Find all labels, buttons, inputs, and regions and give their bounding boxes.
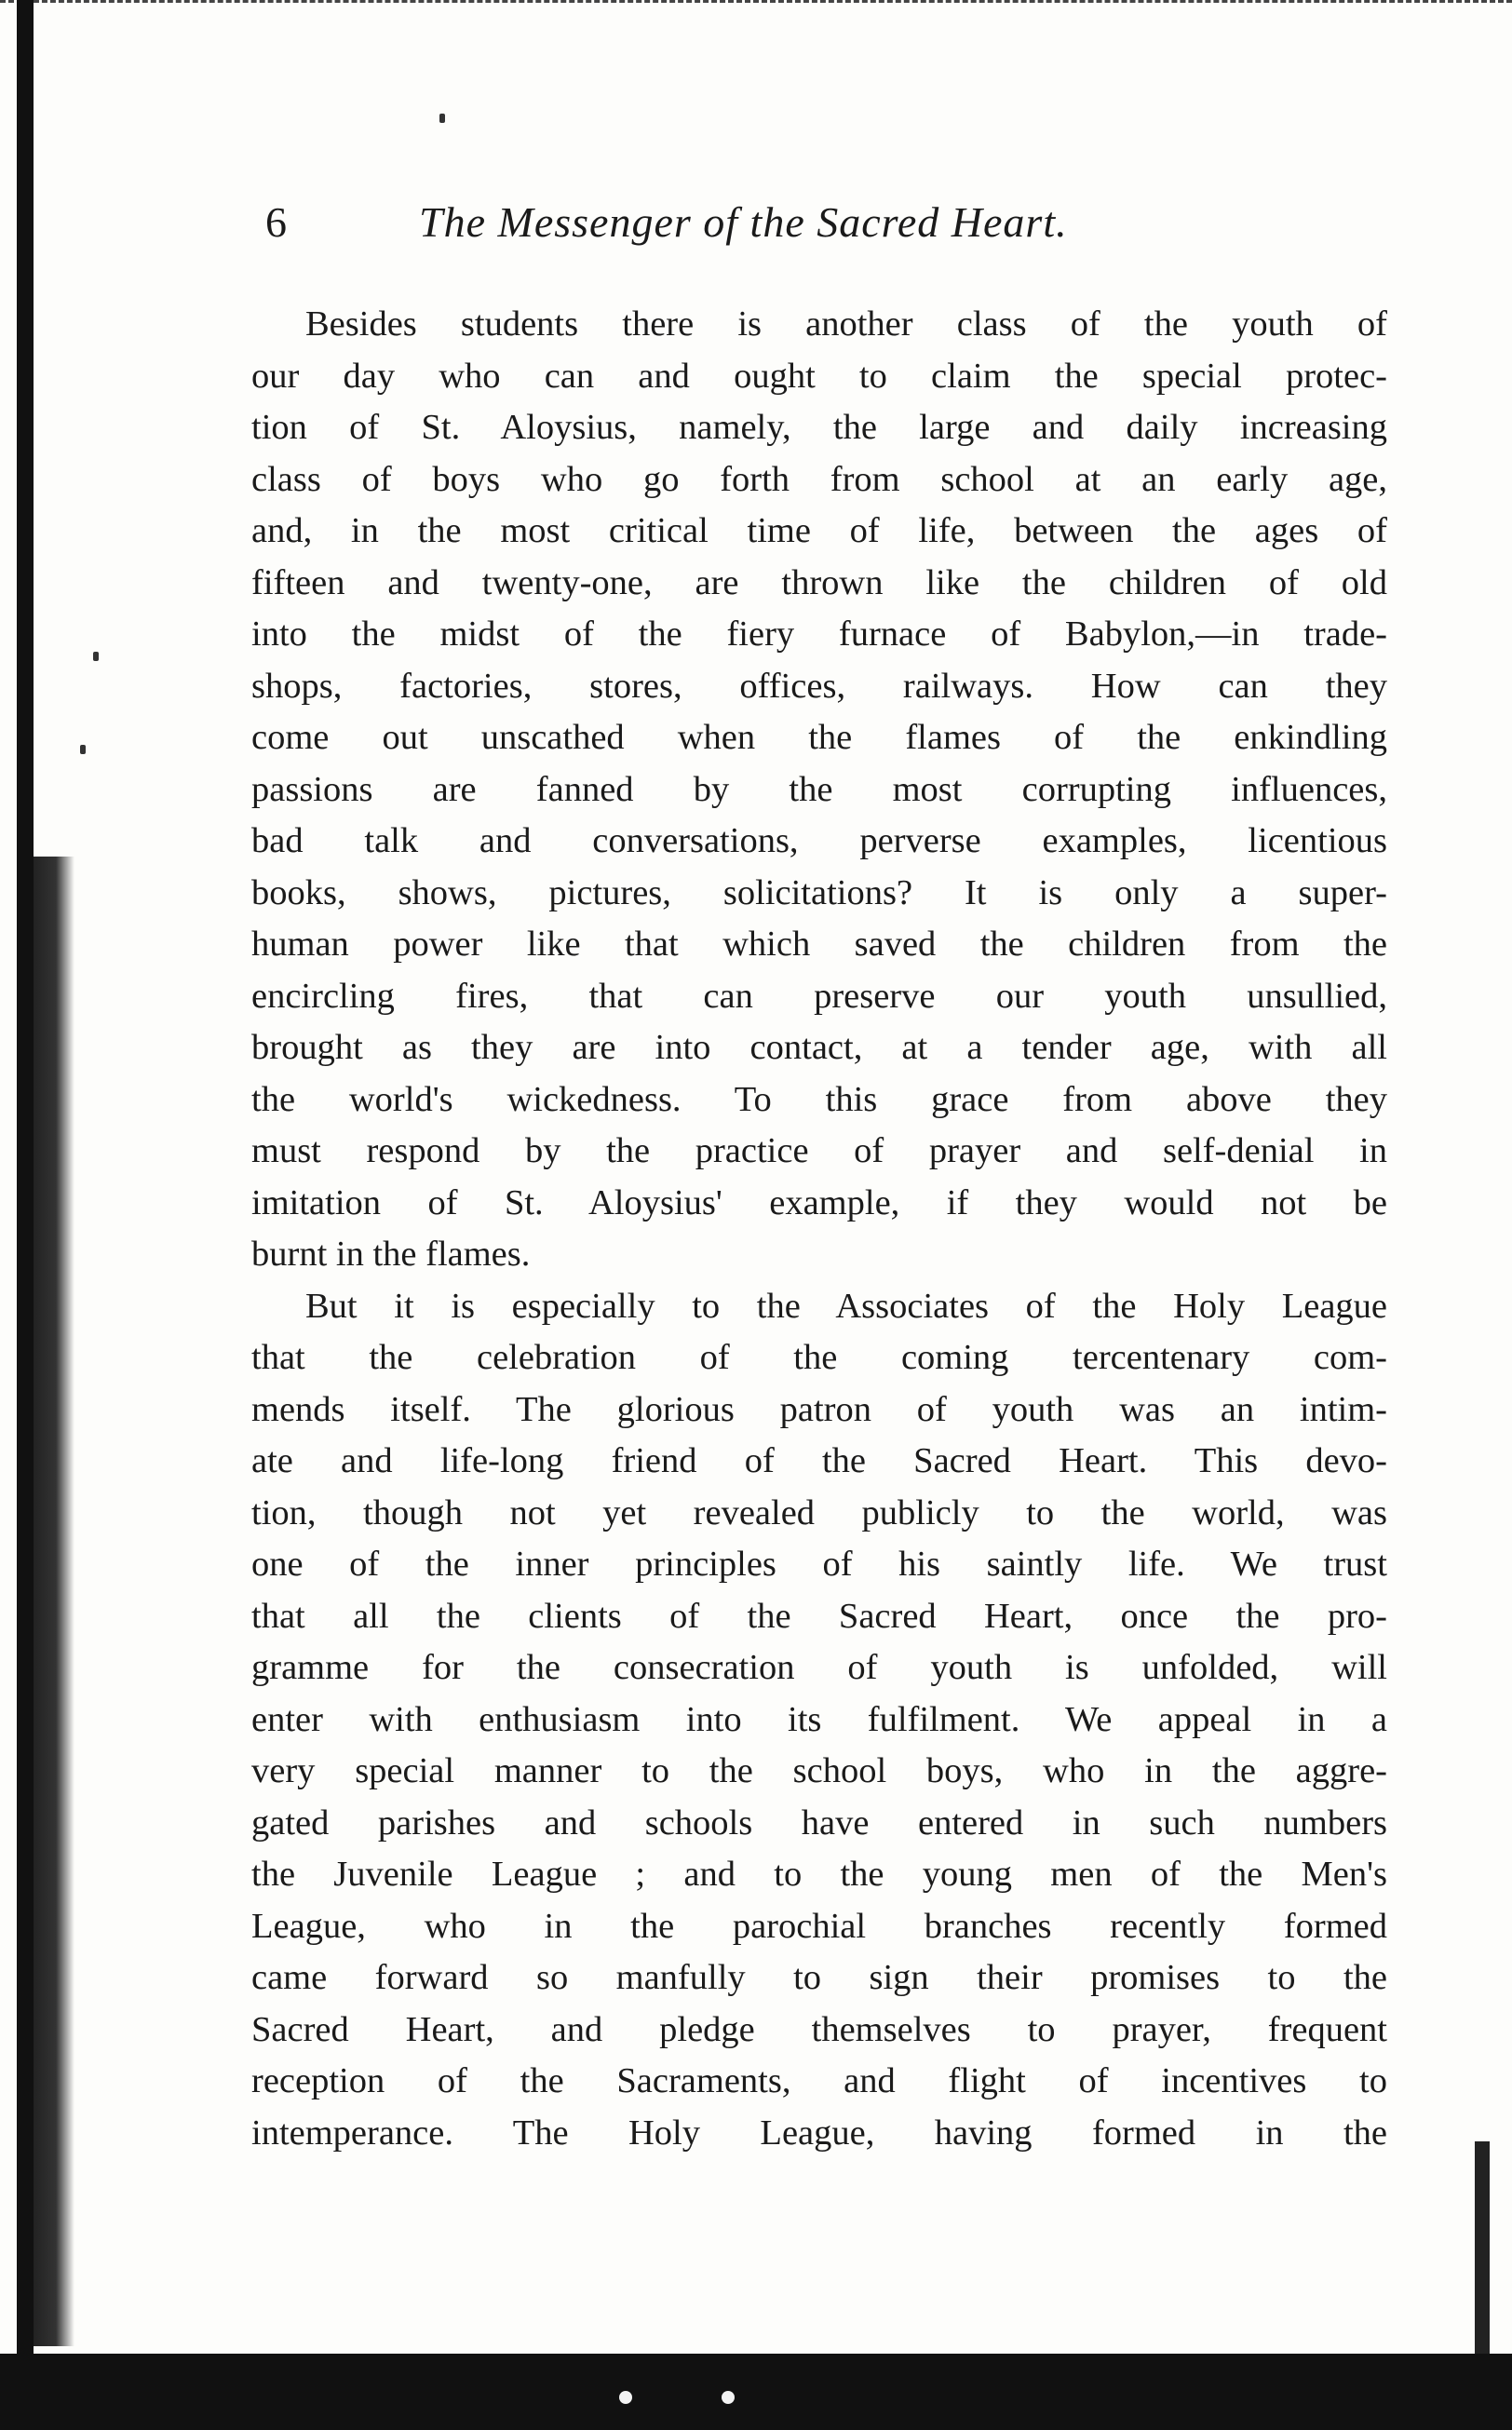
text-line: the Juvenile League ; and to the young men of the Men's bbox=[251, 1855, 1387, 1894]
text-line: tion of St. Aloysius, namely, the large and daily increasing bbox=[251, 408, 1387, 447]
scan-dot bbox=[722, 2391, 735, 2404]
text-line: ate and life-long friend of the Sacred Heart. This devo- bbox=[251, 1441, 1387, 1480]
ink-speck bbox=[439, 114, 445, 123]
text-line: one of the inner principles of his saintly life. We trust bbox=[251, 1545, 1387, 1584]
text-line: mends itself. The glorious patron of youth was an intim- bbox=[251, 1389, 1387, 1429]
page-right-edge-mark bbox=[1475, 2141, 1490, 2365]
text-line: imitation of St. Aloysius' example, if they would not be bbox=[251, 1182, 1387, 1222]
text-line: League, who in the parochial branches recently formed bbox=[251, 1906, 1387, 1946]
text-line: our day who can and ought to claim the special protec- bbox=[251, 356, 1387, 396]
text-line: come out unscathed when the flames of the enkindling bbox=[251, 718, 1387, 757]
page-top-edge bbox=[0, 0, 1512, 13]
page-bottom-shadow bbox=[0, 2354, 1512, 2430]
text-line: reception of the Sacraments, and flight of incentives to bbox=[251, 2061, 1387, 2100]
text-line: passions are fanned by the most corrupting influences, bbox=[251, 769, 1387, 809]
text-line: Besides students there is another class of the youth of bbox=[305, 304, 1387, 344]
text-line: encircling fires, that can preserve our youth unsullied, bbox=[251, 976, 1387, 1016]
scan-dot bbox=[619, 2391, 632, 2404]
text-line: burnt in the flames. bbox=[251, 1235, 531, 1274]
text-line: and, in the most critical time of life, between the ages of bbox=[251, 511, 1387, 550]
text-line: bad talk and conversations, perverse examples, licentious bbox=[251, 821, 1387, 860]
text-line: intemperance. The Holy League, having formed in the bbox=[251, 2113, 1387, 2153]
text-line: came forward so manfully to sign their promises to the bbox=[251, 1958, 1387, 1997]
text-line: into the midst of the fiery furnace of Babylon,—in trade- bbox=[251, 614, 1387, 654]
text-line: that all the clients of the Sacred Heart, once the pro- bbox=[251, 1596, 1387, 1636]
text-line: the world's wickedness. To this grace from above they bbox=[251, 1079, 1387, 1119]
journal-title: The Messenger of the Sacred Heart. bbox=[419, 198, 1068, 246]
text-line: gramme for the consecration of youth is unfolded, will bbox=[251, 1648, 1387, 1687]
body-text bbox=[251, 298, 1387, 2179]
text-line: that the celebration of the coming tercentenary com- bbox=[251, 1338, 1387, 1377]
text-line: fifteen and twenty-one, are thrown like the children of old bbox=[251, 562, 1387, 602]
text-line: But it is especially to the Associates of the Holy League bbox=[305, 1286, 1387, 1326]
ink-speck bbox=[80, 745, 86, 754]
text-line: human power like that which saved the children from the bbox=[251, 925, 1387, 964]
text-line: very special manner to the school boys, who in the aggre- bbox=[251, 1751, 1387, 1790]
book-binding-shadow bbox=[34, 857, 74, 2346]
text-line: Sacred Heart, and pledge themselves to prayer, frequent bbox=[251, 2009, 1387, 2049]
text-line: brought as they are into contact, at a tender age, with all bbox=[251, 1028, 1387, 1067]
text-line: gated parishes and schools have entered in such numbers bbox=[251, 1802, 1387, 1843]
ink-speck bbox=[93, 652, 99, 661]
text-line: books, shows, pictures, solicitations? It is only a super- bbox=[251, 872, 1387, 912]
text-line: must respond by the practice of prayer and self-denial in bbox=[251, 1131, 1387, 1170]
page-number: 6 bbox=[265, 198, 287, 246]
page-left-shadow bbox=[17, 0, 34, 2430]
text-line: class of boys who go forth from school at an early age, bbox=[251, 459, 1387, 499]
text-line: shops, factories, stores, offices, railways. How can they bbox=[251, 666, 1387, 706]
running-head bbox=[265, 197, 1383, 263]
text-line: enter with enthusiasm into its fulfilment. We appeal in a bbox=[251, 1699, 1387, 1739]
text-line: tion, though not yet revealed publicly to the world, was bbox=[251, 1492, 1387, 1532]
